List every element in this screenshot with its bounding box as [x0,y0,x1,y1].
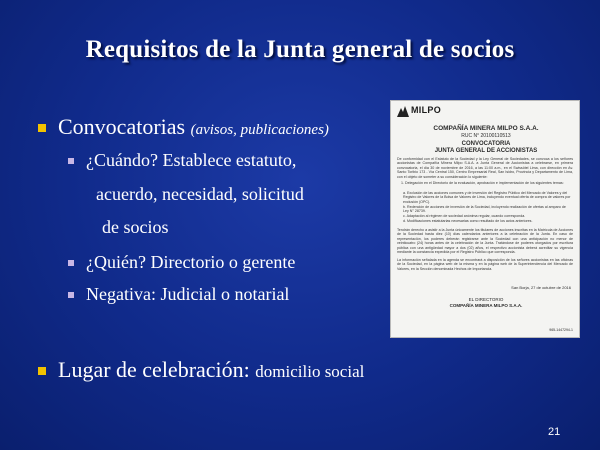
convocatorias-label: Convocatorias [58,114,186,139]
notice-title: CONVOCATORIA [461,141,511,147]
notice-signature-company: COMPAÑÍA MINERA MILPO S.A.A. [449,303,523,308]
sub-bullet-quien: ¿Quién? Directorio o gerente [86,252,296,272]
notice-item-a: a. Exclusión de las acciones comunes y de inversión del Registro Público del Mercado de Valores y del Registro de Valores de la Bolsa de Valores de Lima, incluyendo eventual oferta de compra de valores por exclusión (OPC). [403,191,571,204]
notice-intro: De conformidad con el Estatuto de la Sociedad y la Ley General de Sociedades, se convoca a los señores accionistas de Compañía Minera Milpo S.A.A. a Junta General de Accionistas a celebrarse, en primera convocatoria, el día 30 de noviembre de 2016, a las 11:00 a.m., en el Swissôtel Lima, con dirección en Av. Santo Toribio 173 - Vía Central 150, Centro Empresarial Real, San Isidro, Provincia y Departamento de Lima, con el objeto de someter a su consideración lo siguiente: [397,157,573,179]
convocatorias-paren: (avisos, publicaciones) [190,122,329,138]
sub-bullet-cuando-line1: ¿Cuándo? Establece estatuto, [86,150,297,170]
sub-bullet-cuando-line2: acuerdo, necesidad, solicitud [96,184,304,204]
lugar-label: Lugar de celebración: [58,357,250,382]
lugar-value: domicilio social [255,362,365,381]
page-number: 21 [548,426,561,438]
bullet-convocatorias [58,114,329,140]
milpo-logo-icon [397,105,409,117]
convocatoria-notice-image [390,100,580,338]
notice-item-c: c. Adaptación al régimen de sociedad anónima regular, cuando corresponda. [403,214,526,218]
sub-bullet-negativa: Negativa: Judicial o notarial [86,284,290,304]
notice-rights: Tendrán derecho a asistir a la Junta únicamente los titulares de acciones inscritas en la Matrícula de Acciones de la Sociedad hasta diez (10) días calendarios anteriores a la celebración de la Junta. En caso de representación, los poderes deberán registrarse ante la Sociedad con una anticipación no menor de veinticuatro (24) horas antes de la celebración de la Junta. Tratándose de poderes otorgados por escritura pública con una antigüedad mayor a dos (02) años, el respectivo accionista deberá acreditar su vigencia mediante la constancia expedida por el Registro Público que corresponda. [397,228,573,255]
notice-subtitle: JUNTA GENERAL DE ACCIONISTAS [434,148,538,154]
notice-item-b: b. Redención de acciones de inversión de la Sociedad, incluyendo realización de ofertas al amparo de Ley N° 28739. [403,205,566,214]
notice-item-1: 1. Delegación en el Directorio de la evaluación, aprobación e implementación de los siguientes temas: [401,181,564,185]
notice-date: San Borja, 27 de octubre de 2016 [511,285,571,290]
slide-title: Requisitos de la Junta general de socios [85,36,515,63]
sub-bullet-cuando-line3: de socios [102,217,169,237]
notice-signature: EL DIRECTORIO [468,297,504,302]
notice-code: 965-1447294-1 [549,328,573,332]
bullet-lugar [58,357,364,383]
notice-item-d: d. Modificaciones estatutarias necesarias como resultado de los actos anteriores. [403,219,533,223]
sub-bullet-square-icon [68,260,74,266]
notice-info: La información señalada en la agenda se encontrará a disposición de los señores accionistas en las oficinas de la Sociedad, en la página web de la misma y en la página web de la Superintendencia del Mercado de Valores, en la Sección denominada Hechos de Importancia. [397,258,573,271]
sub-bullet-square-icon [68,292,74,298]
notice-company: COMPAÑÍA MINERA MILPO S.A.A. [433,125,539,132]
logo-text: MILPO [411,105,441,115]
notice-ruc: RUC N° 20100110513 [461,133,511,139]
bullet-square-icon [38,124,46,132]
sub-bullet-square-icon [68,158,74,164]
bullet-square-icon [38,367,46,375]
